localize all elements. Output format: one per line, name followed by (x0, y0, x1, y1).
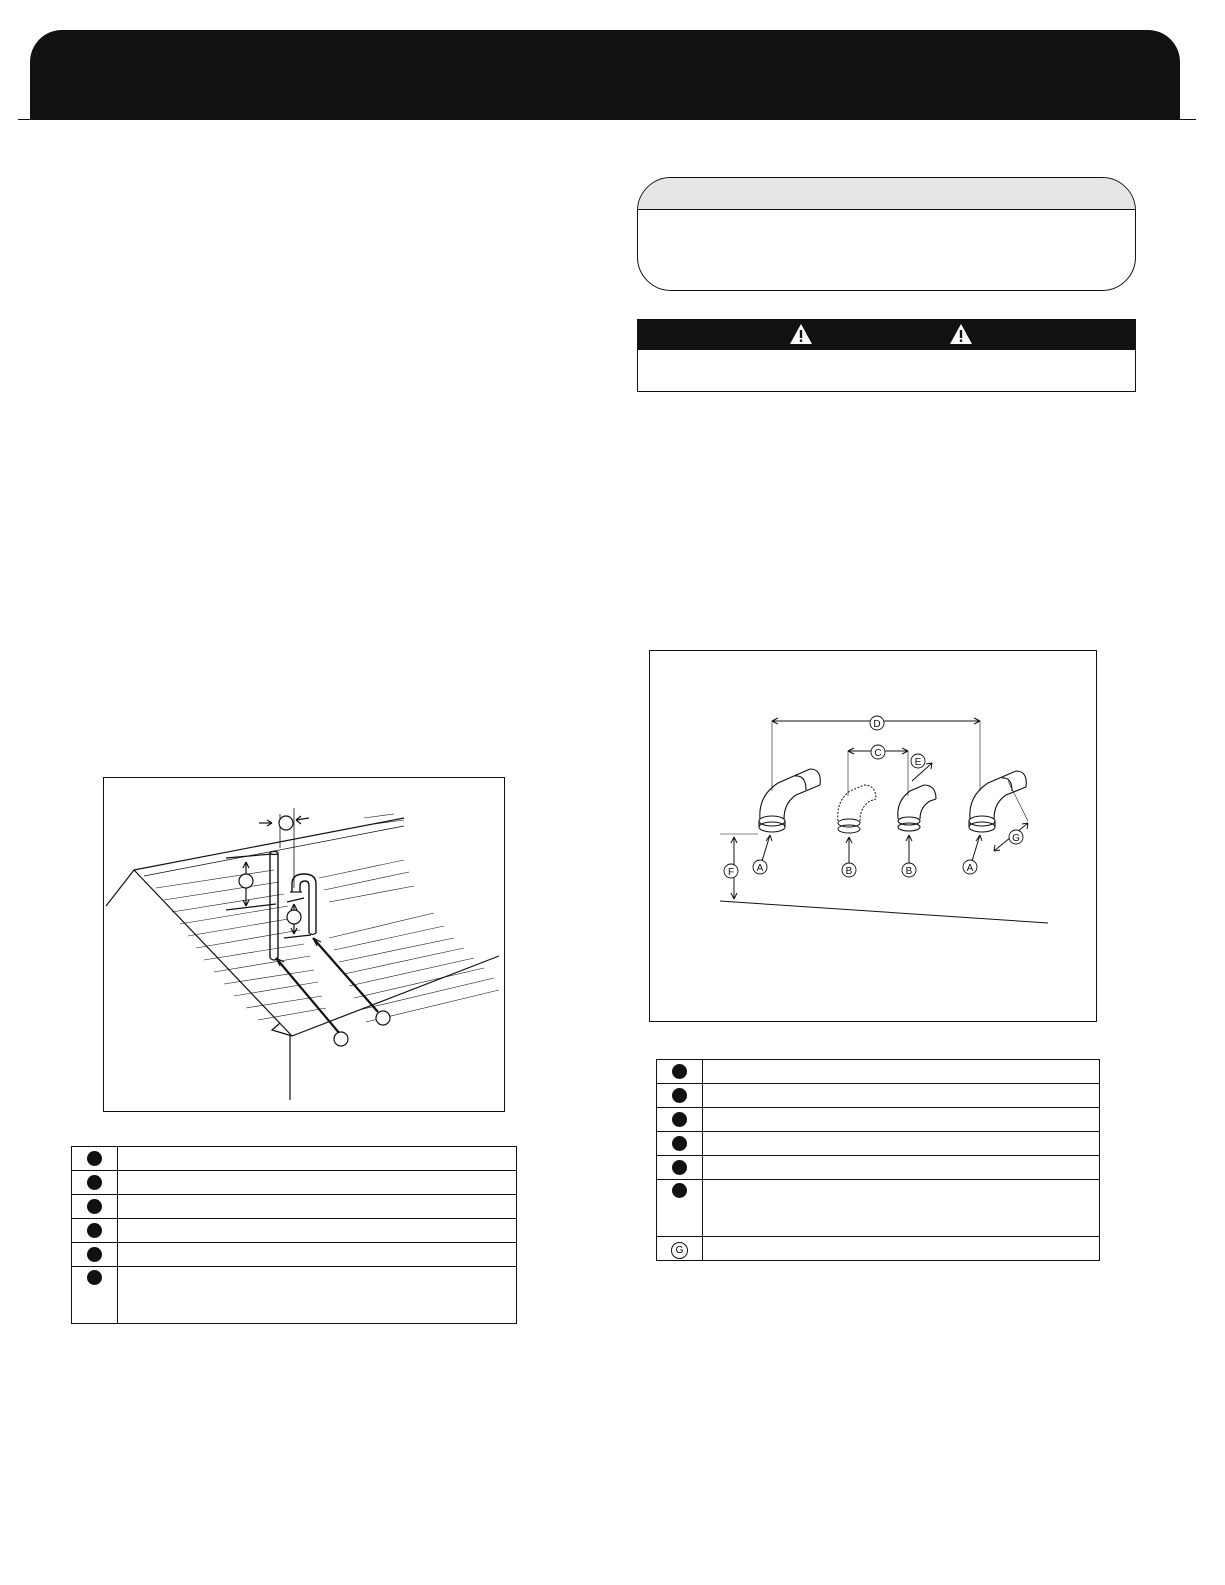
filled-circle-icon (87, 1199, 102, 1214)
roof-legend-table (71, 1146, 517, 1324)
note-box (637, 177, 1136, 291)
label-b-left: B (845, 866, 853, 877)
note-box-header (638, 178, 1135, 210)
elbow-spacing-illustration (650, 651, 1096, 1021)
filled-circle-icon (87, 1151, 102, 1166)
legend-row (72, 1171, 517, 1195)
roof-vent-figure (103, 777, 505, 1112)
legend-row (72, 1195, 517, 1219)
label-a-left: A (756, 863, 764, 874)
warning-box-header (638, 320, 1135, 350)
legend-row (657, 1180, 1100, 1237)
label-f: F (727, 867, 735, 878)
legend-row (657, 1237, 1100, 1261)
label-a-right: A (966, 863, 974, 874)
warning-triangle-icon (789, 323, 813, 345)
warning-triangle-icon (949, 323, 973, 345)
warning-box (637, 319, 1136, 392)
page-header-bar (30, 30, 1180, 120)
label-d: D (873, 719, 881, 730)
callout-circle (279, 816, 293, 830)
elbow-spacing-figure (649, 650, 1097, 1022)
filled-circle-icon (672, 1183, 687, 1198)
label-g: G (1012, 833, 1020, 844)
filled-circle-icon (87, 1223, 102, 1238)
legend-key-g: G (671, 1242, 688, 1259)
legend-row (657, 1132, 1100, 1156)
legend-row (72, 1147, 517, 1171)
label-b-right: B (905, 866, 913, 877)
legend-row (657, 1084, 1100, 1108)
legend-row (657, 1156, 1100, 1180)
legend-row (72, 1219, 517, 1243)
filled-circle-icon (672, 1160, 687, 1175)
filled-circle-icon (672, 1064, 687, 1079)
elbow-legend-table (656, 1059, 1100, 1261)
filled-circle-icon (87, 1247, 102, 1262)
filled-circle-icon (672, 1088, 687, 1103)
label-c: C (874, 748, 882, 759)
legend-row (72, 1243, 517, 1267)
roof-vent-illustration (104, 778, 504, 1111)
filled-circle-icon (672, 1136, 687, 1151)
header-rule (18, 119, 1196, 120)
legend-row (657, 1108, 1100, 1132)
filled-circle-icon (672, 1112, 687, 1127)
legend-row (72, 1267, 517, 1324)
filled-circle-icon (87, 1270, 102, 1285)
filled-circle-icon (87, 1175, 102, 1190)
legend-row (657, 1060, 1100, 1084)
label-e: E (914, 757, 922, 768)
